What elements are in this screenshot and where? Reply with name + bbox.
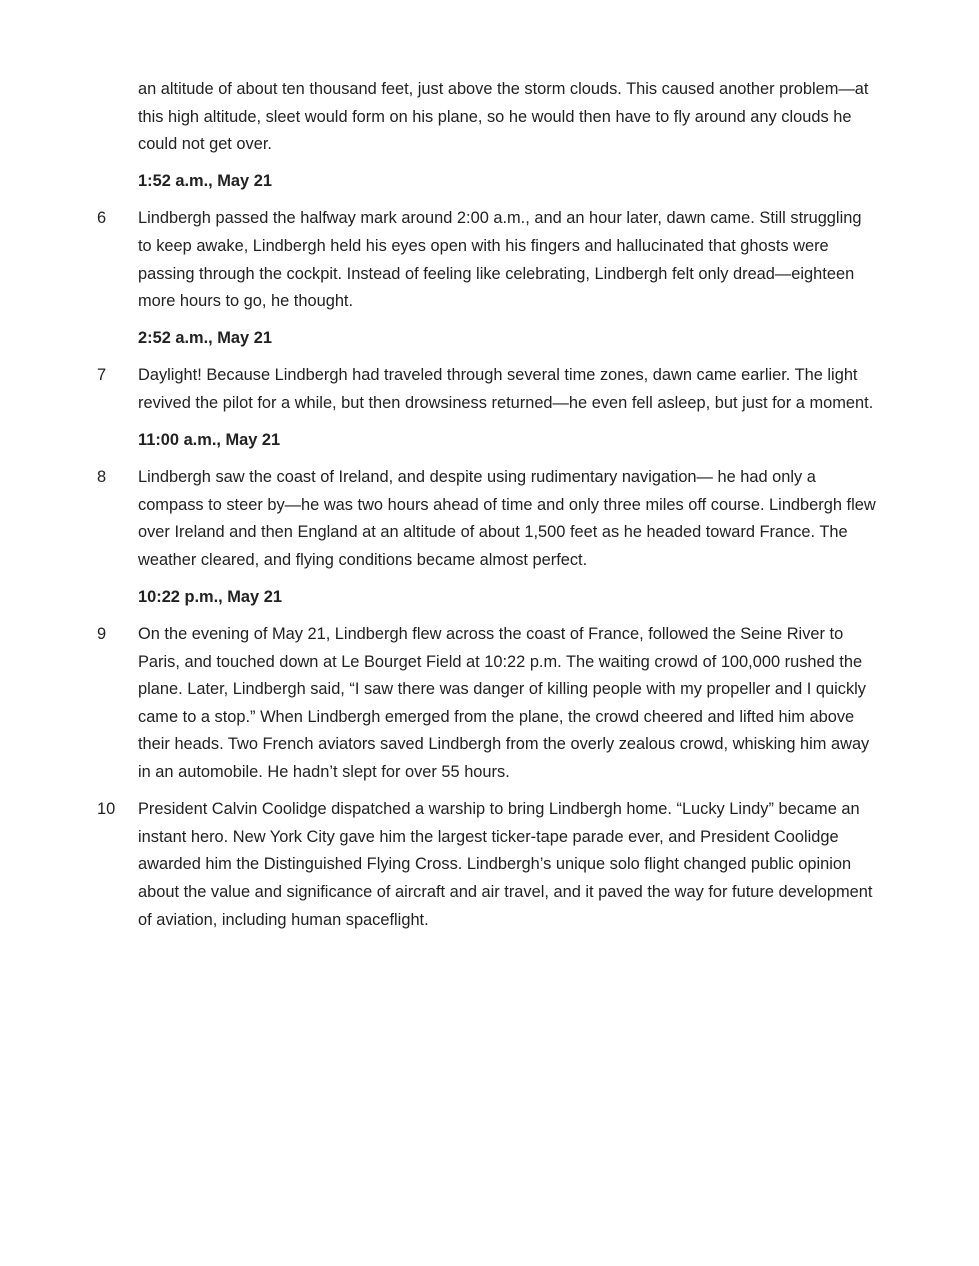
- paragraph-7: [97, 362, 878, 417]
- paragraph-number: 6: [97, 209, 107, 228]
- section-heading: 11:00 a.m., May 21: [138, 431, 281, 450]
- paragraph-9: [97, 621, 878, 787]
- paragraph-text: Lindbergh passed the halfway mark around 2:00 a.m., and an hour later, dawn came. Still struggling to keep awake, Lindbergh held his eyes open with his fingers and hallucinated that ghosts were passing through the cockpit. Instead of feeling like celebrating, Lindbergh felt only dread—eighteen more hours to go, he thought.: [138, 209, 862, 311]
- document-page: [0, 76, 979, 944]
- paragraph-10: [97, 796, 878, 934]
- paragraph-number: 9: [97, 625, 107, 644]
- paragraph-text: On the evening of May 21, Lindbergh flew across the coast of France, followed the Seine River to Paris, and touched down at Le Bourget Field at 10:22 p.m. The waiting crowd of 100,000 rushed the plane. Later, Lindbergh said, “I saw there was danger of killing people with my propeller and I quickly came to a stop.” When Lindbergh emerged from the plane, the crowd cheered and lifted him above their heads. Two French aviators saved Lindbergh from the overly zealous crowd, whisking him away in an automobile. He hadn’t slept for over 55 hours.: [138, 625, 870, 782]
- paragraph-text: Daylight! Because Lindbergh had traveled through several time zones, dawn came earlier. The light revived the pilot for a while, but then drowsiness returned—he even fell asleep, but just for a moment.: [138, 366, 874, 412]
- paragraph-text: Lindbergh saw the coast of Ireland, and despite using rudimentary navigation— he had only a compass to steer by—he was two hours ahead of time and only three miles off course. Lindbergh flew over Ireland and then England at an altitude of about 1,500 feet as he headed toward France. The weather cleared, and flying conditions became almost perfect.: [138, 468, 876, 569]
- paragraph-number: 10: [97, 800, 116, 819]
- intro-paragraph: [138, 76, 878, 159]
- paragraph-number: 7: [97, 366, 107, 385]
- paragraph-text: an altitude of about ten thousand feet, just above the storm clouds. This caused another problem—at this high altitude, sleet would form on his plane, so he would then have to fly around any clouds he could not get over.: [138, 80, 869, 154]
- section-heading: 1:52 a.m., May 21: [138, 172, 272, 191]
- paragraph-text: President Calvin Coolidge dispatched a warship to bring Lindbergh home. “Lucky Lindy” became an instant hero. New York City gave him the largest ticker-tape parade ever, and President Coolidge awarded him the Distinguished Flying Cross. Lindbergh’s unique solo flight changed public opinion about the value and significance of aircraft and air travel, and it paved the way for future development of aviation, including human spaceflight.: [138, 800, 873, 929]
- section-heading: 2:52 a.m., May 21: [138, 329, 272, 348]
- paragraph-8: [97, 464, 878, 574]
- paragraph-6: [97, 205, 878, 315]
- paragraph-number: 8: [97, 468, 107, 487]
- section-heading: 10:22 p.m., May 21: [138, 588, 282, 606]
